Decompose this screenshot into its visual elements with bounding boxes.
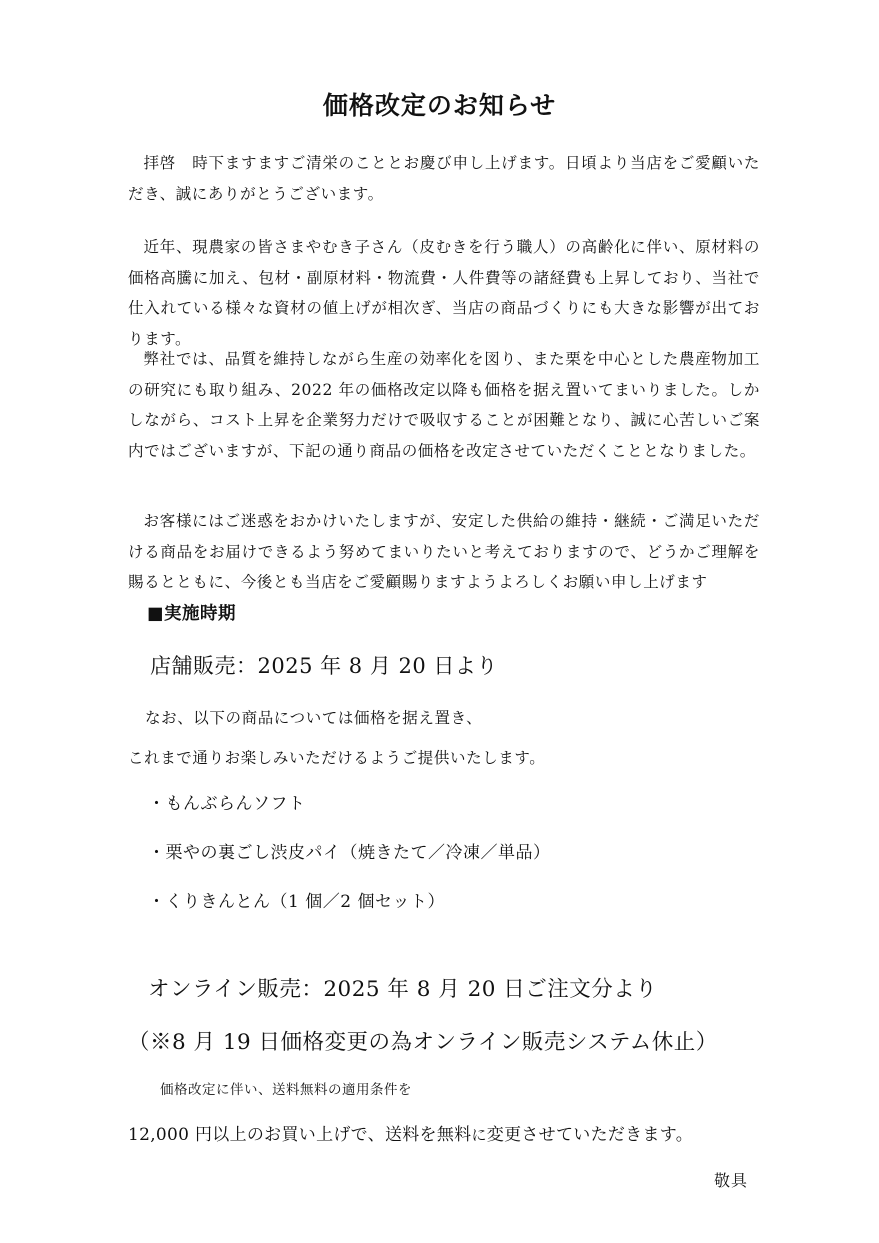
shipping-intro: 価格改定に伴い、送料無料の適用条件を	[160, 1082, 412, 1098]
paragraph-greeting: 拝啓 時下ますますご清栄のこととお慶び申し上げます。日頃より当店をご愛顧いただき、誠にありがとうございます。	[128, 154, 760, 203]
paragraph-efforts: 弊社では、品質を維持しながら生産の効率化を図り、また栗を中心とした農産物加工の研究にも取り組み、2022 年の価格改定以降も価格を据え置いてまいりました。しかしながら、コスト上昇を企業努力だけで吸収することが困難となり、誠に心苦しいご案内ではございますが、下記の通り商品の価格を改定させていただくこととなりました。	[128, 350, 760, 460]
store-sales-date: 店舗販売：2025 年 8 月 20 日より	[150, 654, 498, 678]
paragraph-apology: お客様にはご迷惑をおかけいたしますが、安定した供給の維持・継続・ご満足いただける商品をお届けできるよう努めてまいりたいと考えておりますので、どうかご理解を賜るとともに、今後とも当店をご愛顧賜りますようよろしくお願い申し上げます	[128, 512, 760, 592]
list-item: ・もんぶらんソフト	[148, 794, 306, 814]
shipping-condition-part-a: 12,000 円以上のお買い上げで、送料を無料	[128, 1125, 472, 1145]
shipping-condition-part-b: に	[471, 1126, 487, 1144]
note-line-2: これまで通りお楽しみいただけるようご提供いたします。	[128, 749, 546, 767]
shipping-condition-part-c: 変更させていただきます。	[486, 1125, 694, 1145]
list-item: ・くりきんとん（1 個／2 個セット）	[148, 892, 445, 912]
note-line-1: なお、以下の商品については価格を据え置き、	[145, 709, 483, 727]
shipping-condition	[128, 1120, 693, 1145]
online-sales-date: オンライン販売：2025 年 8 月 20 日ご注文分より	[148, 977, 658, 1002]
closing-signoff: 敬具	[714, 1171, 749, 1190]
page-title: 価格改定のお知らせ	[322, 91, 557, 120]
paragraph-background: 近年、現農家の皆さまやむき子さん（皮むきを行う職人）の高齢化に伴い、原材料の価格高騰に加え、包材・副原材料・物流費・人件費等の諸経費も上昇しており、当社で仕入れている様々な資材の値上げが相次ぎ、当店の商品づくりにも大きな影響が出ております。	[128, 238, 760, 348]
online-suspension-note: （※8 月 19 日価格変更の為オンライン販売システム休止）	[128, 1030, 718, 1055]
list-item: ・栗やの裏ごし渋皮パイ（焼きたて／冷凍／単品）	[148, 843, 551, 863]
schedule-heading: ■実施時期	[147, 604, 237, 624]
unchanged-items-list	[148, 790, 551, 937]
